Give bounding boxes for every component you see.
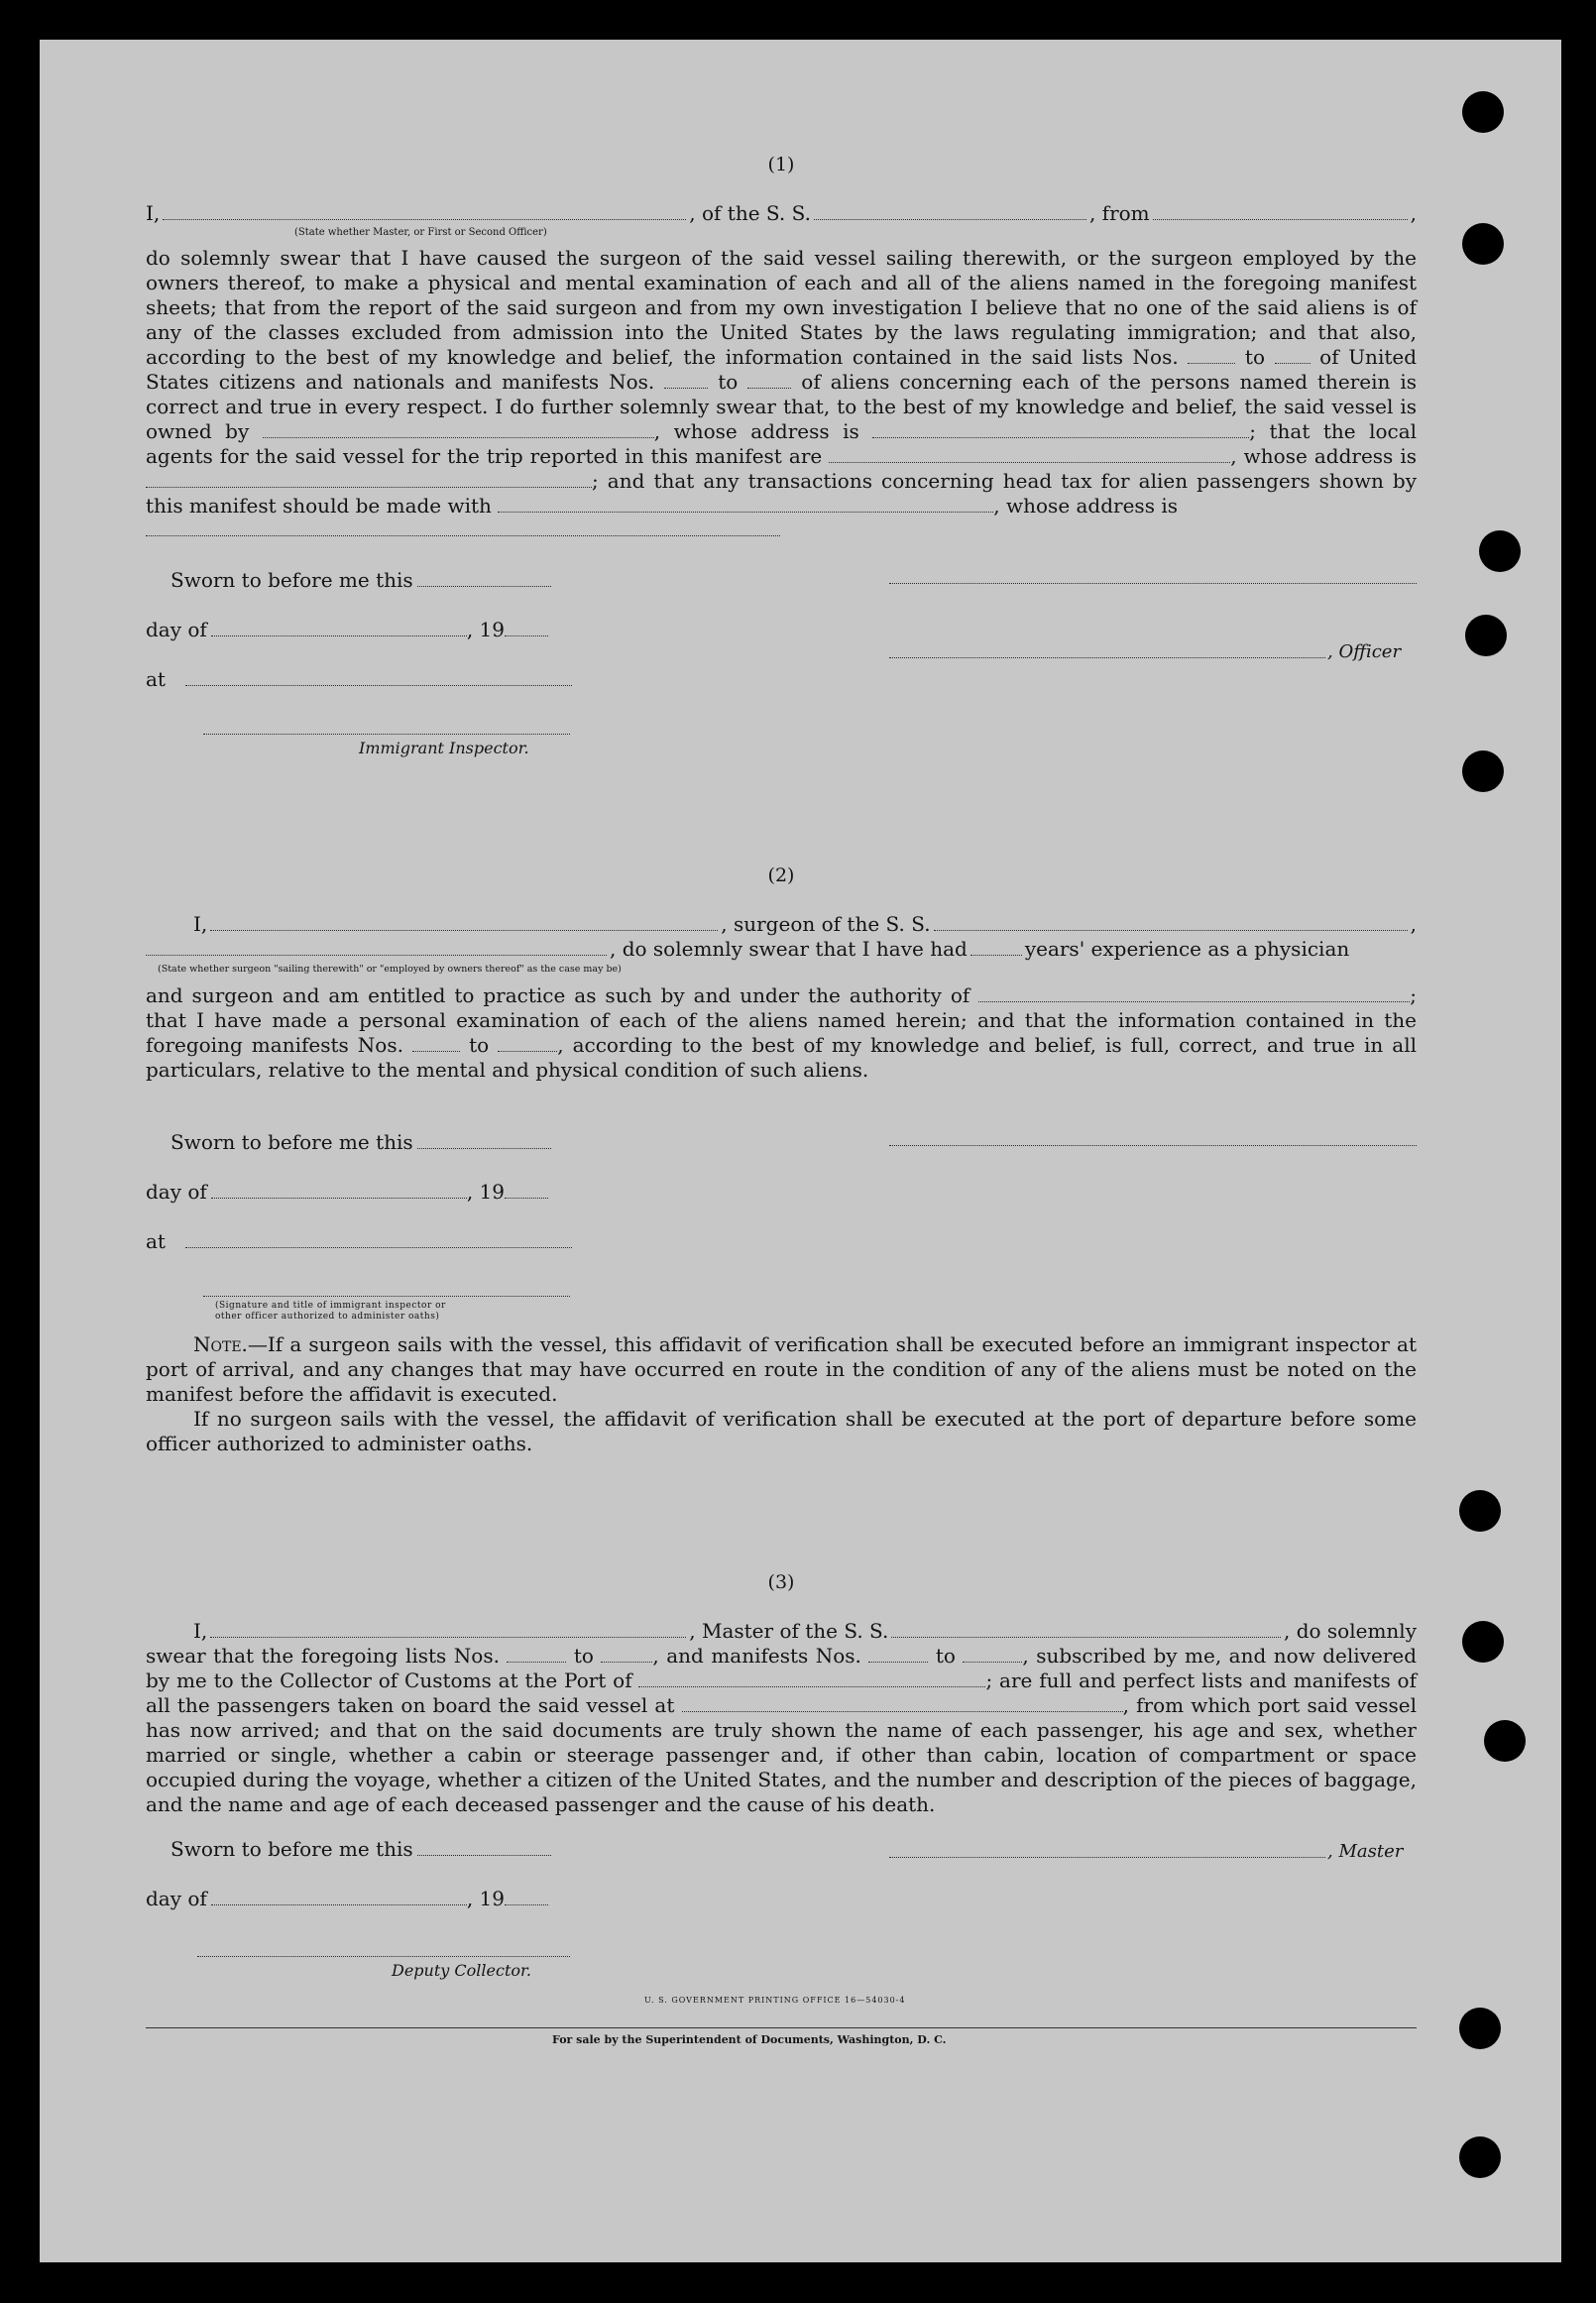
master-affidavit-text — [146, 1644, 1417, 1817]
sworn-day-field[interactable] — [417, 569, 551, 587]
lists-to-field[interactable] — [1275, 346, 1311, 364]
manifests-to-field[interactable] — [498, 1034, 557, 1052]
text: do solemnly swear that I have caused the surgeon of the said vessel sailing therewith, or the surgeon employed by the owners thereof, to make a physical and mental examination of each and all of the aliens named in the foregoing manifest sheets; that from the report of the said surgeon and from my own investigation I believe that no one of the said aliens is of any of the classes excluded from admission into the United States by the laws regulating immigration; and that also, according to the best of my knowledge and belief, the information contained in the said lists Nos. — [146, 246, 1417, 369]
master-line — [146, 1619, 1417, 1644]
local-agents-field[interactable] — [829, 445, 1230, 463]
authority-field[interactable] — [978, 984, 1410, 1002]
agent-address-field[interactable] — [146, 470, 592, 488]
surgeon-subcaption: (State whether surgeon "sailing therewith" or "employed by owners thereof" as the case may be) — [158, 964, 622, 975]
experience-line — [146, 937, 1417, 962]
year-field[interactable] — [505, 619, 548, 636]
section-number: (1) — [767, 154, 795, 175]
surgeon-status-field[interactable] — [146, 937, 607, 956]
text: to — [718, 370, 739, 394]
text: —If a surgeon sails with the vessel, this affidavit of verification shall be executed before an immigrant inspector at port of arrival, and any changes that may have occurred en route in the condition of any of the aliens must be noted on the manifest before the affidavit is executed. — [146, 1332, 1417, 1406]
punch-hole — [1462, 91, 1504, 133]
master-name-field[interactable] — [210, 1619, 686, 1638]
sworn-line — [171, 568, 551, 593]
sworn-line — [171, 1837, 551, 1862]
month-field[interactable] — [211, 1888, 467, 1905]
year-field[interactable] — [505, 1181, 548, 1199]
text: I, — [193, 1619, 208, 1643]
section-number: (2) — [767, 864, 795, 886]
boarding-port-field[interactable] — [682, 1694, 1123, 1712]
day-line — [146, 1180, 548, 1205]
text: , whose address is — [993, 494, 1178, 518]
text: , surgeon of the S. S. — [721, 912, 931, 936]
place-field[interactable] — [185, 668, 572, 686]
owner-field[interactable] — [263, 420, 654, 438]
surgeon-name-field[interactable] — [210, 912, 718, 931]
origin-port-field[interactable] — [1153, 201, 1408, 220]
text: ; are full and perfect lists and manifests of all the passengers taken on board the said vessel at — [146, 1669, 1418, 1717]
officer-signature-line-1[interactable] — [889, 583, 1417, 584]
vessel-name-field[interactable] — [814, 201, 1086, 220]
text: , subscribed by me, and now delivered by me to the Collector of Customs at the Port of — [146, 1644, 1418, 1692]
day-line — [146, 1887, 548, 1911]
master-vessel-field[interactable] — [891, 1619, 1281, 1638]
text: day of — [146, 1887, 207, 1910]
text: I, — [193, 912, 208, 936]
manifests-from-field[interactable] — [412, 1034, 460, 1052]
lists-from-field[interactable] — [1188, 346, 1235, 364]
officer-line — [146, 201, 1417, 226]
text: , 19 — [466, 618, 505, 641]
surgeon-line — [146, 912, 1417, 937]
text: Sworn to before me this — [171, 568, 413, 592]
place-field[interactable] — [185, 1230, 572, 1248]
text: , do solemnly — [1284, 1619, 1417, 1643]
manifests-to-field[interactable] — [747, 371, 791, 389]
text: to — [935, 1644, 956, 1668]
text: ; — [1249, 419, 1257, 443]
master-caption: , Master — [1327, 1841, 1404, 1862]
text: I, — [146, 201, 161, 225]
surgeon-vessel-field[interactable] — [934, 912, 1408, 931]
text: , — [1410, 912, 1417, 936]
text: , 19 — [466, 1887, 505, 1910]
text: , according to the best of my knowledge and belief, is full, correct, and true in all particulars, relative to the mental and physical condition of such aliens. — [146, 1033, 1418, 1082]
head-tax-address-field[interactable] — [146, 535, 780, 536]
deputy-caption: Deputy Collector. — [392, 1961, 531, 1980]
surgeon-note — [146, 1332, 1417, 1407]
lists-from-field[interactable] — [507, 1645, 566, 1663]
punch-hole — [1462, 223, 1504, 265]
deputy-signature-line[interactable] — [197, 1956, 570, 1957]
text: If no surgeon sails with the vessel, the affidavit of verification shall be executed at the port of departure before some officer authorized to administer oaths. — [146, 1407, 1417, 1455]
text: Sworn to before me this — [171, 1837, 413, 1861]
surgeon-signature-line[interactable] — [889, 1145, 1417, 1146]
inspector-caption: Immigrant Inspector. — [359, 739, 529, 757]
at-line — [146, 667, 572, 692]
text: to — [1244, 345, 1265, 369]
text: of aliens concerning each of the persons named therein is correct and true in every respect. I do further solemnly swear that, to the best of my knowledge and belief, the said vessel is owned by — [146, 370, 1418, 443]
note-label: Note. — [193, 1332, 248, 1356]
text: , and manifests Nos. — [652, 1644, 861, 1668]
text: at — [146, 1229, 166, 1253]
lists-to-field[interactable] — [601, 1645, 652, 1663]
text: day of — [146, 1180, 207, 1204]
text: , whose address is — [653, 419, 859, 443]
affidavit-text — [146, 246, 1417, 518]
text: that the local agents for the said vessel for the trip reported in this manifest are — [146, 419, 1418, 468]
manifests-from-field[interactable] — [868, 1645, 928, 1663]
text: , — [1230, 444, 1237, 468]
text: whose address is — [1243, 444, 1418, 468]
text: , from — [1088, 201, 1150, 225]
text: , of the S. S. — [689, 201, 811, 225]
text: to — [573, 1644, 594, 1668]
officer-name-field[interactable] — [163, 201, 686, 220]
signature-caption: other officer authorized to administer oaths) — [215, 1312, 440, 1322]
punch-hole — [1479, 530, 1521, 572]
footer-rule — [146, 2027, 1417, 2028]
manifests-to-field[interactable] — [963, 1645, 1022, 1663]
officer-subcaption: (State whether Master, or First or Second Officer) — [294, 227, 547, 238]
surgeon-affidavit-text — [146, 983, 1417, 1083]
inspector-signature-line[interactable] — [203, 734, 570, 735]
text: at — [146, 667, 166, 691]
sale-notice: For sale by the Superintendent of Documents, Washington, D. C. — [552, 2033, 947, 2046]
text: day of — [146, 618, 207, 641]
text: , from which port said vessel has now arrived; and that on the said documents are truly shown the name of each passenger, his age and sex, whether married or single, whether a cabin or steerage passenger and, if other than cabin, location of compartment or space occupied during the voyage, whether a citizen of the United States, and the number and description of the pieces of baggage, and the name and age of each deceased passenger and the cause of his death. — [146, 1693, 1417, 1816]
officer-signature-line-2[interactable] — [889, 657, 1325, 658]
inspector-signature-line[interactable] — [203, 1296, 570, 1297]
owner-address-field[interactable] — [872, 420, 1249, 438]
punch-hole — [1465, 615, 1507, 656]
punch-hole — [1484, 1720, 1526, 1762]
sworn-line — [171, 1130, 551, 1155]
signature-caption: (Signature and title of immigrant inspector or — [215, 1301, 446, 1311]
customs-port-field[interactable] — [638, 1670, 985, 1687]
printing-office-imprint: U. S. GOVERNMENT PRINTING OFFICE 16—54030-4 — [644, 1996, 906, 2005]
head-tax-contact-field[interactable] — [498, 495, 993, 513]
sworn-day-field[interactable] — [417, 1131, 551, 1149]
text: ; and that any transactions concerning head tax for alien passengers shown by this manifest should be made with — [146, 469, 1417, 518]
text: , 19 — [466, 1180, 505, 1204]
punch-hole — [1462, 750, 1504, 792]
manifests-from-field[interactable] — [664, 371, 708, 389]
text: ; — [1410, 983, 1417, 1007]
text: years' experience as a physician — [1024, 937, 1350, 961]
month-field[interactable] — [211, 619, 467, 636]
punch-hole — [1459, 2008, 1501, 2049]
month-field[interactable] — [211, 1181, 467, 1199]
text: , do solemnly swear that I have had — [610, 937, 968, 961]
text: and surgeon and am entitled to practice as such by and under the authority of — [146, 983, 970, 1007]
text: of United States citizens and nationals and manifests Nos. — [146, 345, 1418, 394]
text: Sworn to before me this — [171, 1130, 413, 1154]
text: swear that the foregoing lists Nos. — [146, 1644, 500, 1668]
surgeon-note-2 — [146, 1407, 1417, 1456]
year-field[interactable] — [505, 1888, 548, 1905]
master-signature-line[interactable] — [889, 1857, 1325, 1858]
at-line — [146, 1229, 572, 1254]
text: that I have made a personal examination of each of the aliens named herein; and that the information contained in the foregoing manifests Nos. — [146, 1008, 1417, 1057]
years-field[interactable] — [970, 937, 1022, 956]
text: , Master of the S. S. — [689, 1619, 889, 1643]
sworn-day-field[interactable] — [417, 1838, 551, 1856]
officer-caption: , Officer — [1327, 641, 1402, 662]
day-line — [146, 618, 548, 642]
text: , — [1410, 201, 1417, 225]
punch-hole — [1459, 2136, 1501, 2178]
text: to — [469, 1033, 490, 1057]
punch-hole — [1459, 1490, 1501, 1532]
punch-hole — [1462, 1621, 1504, 1663]
section-number: (3) — [767, 1571, 795, 1593]
